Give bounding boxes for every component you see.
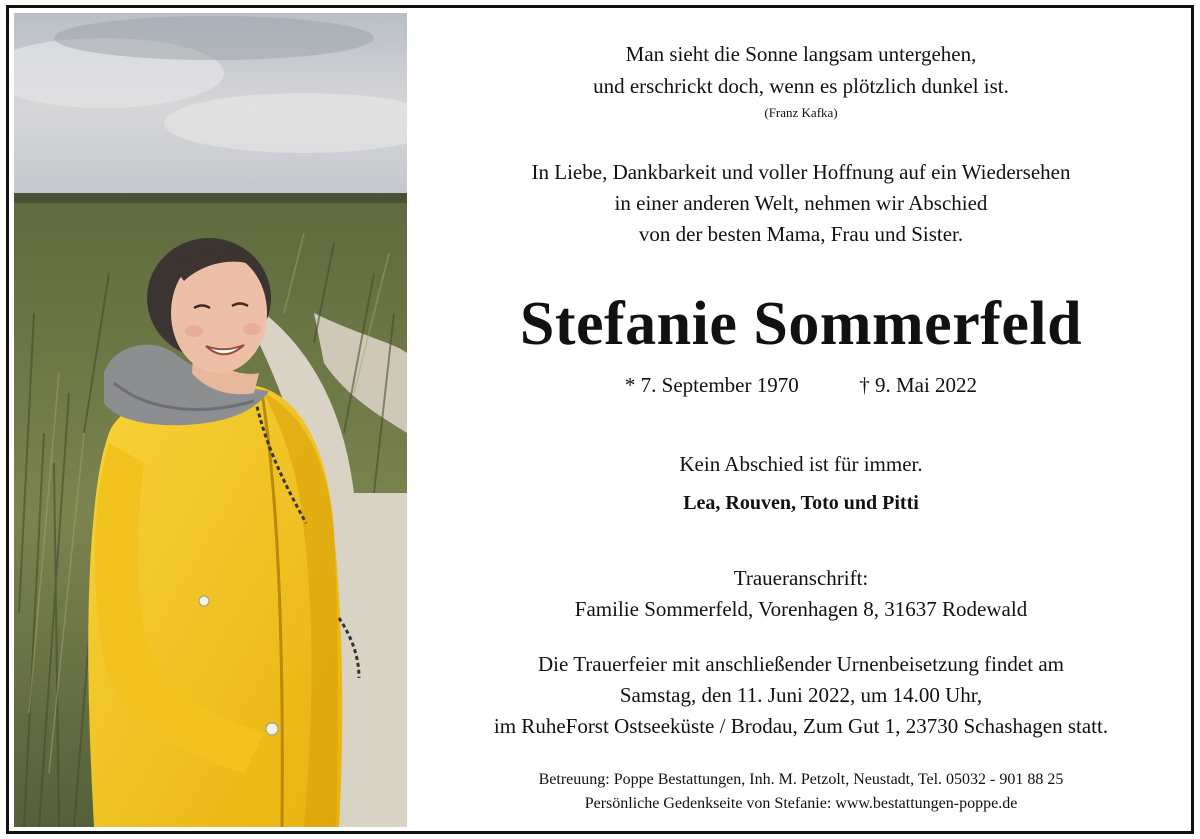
life-dates [417,373,1185,398]
farewell-line-2: in einer anderen Welt, nehmen wir Abschied [614,191,988,215]
portrait-photo [14,13,407,827]
deceased-name: Stefanie Sommerfeld [519,290,1083,358]
obituary-frame [6,5,1194,834]
address-label: Traueranschrift: [733,566,869,590]
family-names: Lea, Rouven, Toto und Pitti [683,492,919,514]
motto: Kein Abschied ist für immer. [679,452,923,476]
ceremony-line-1: Die Trauerfeier mit anschließender Urnenbeisetzung findet am [538,652,1064,676]
footer-line-1: Betreuung: Poppe Bestattungen, Inh. M. Petzolt, Neustadt, Tel. 05032 - 901 88 25 [538,771,1064,788]
footer-line-2: Persönliche Gedenkseite von Stefanie: www.bestattungen-poppe.de [584,795,1018,812]
farewell-line-1: In Liebe, Dankbarkeit und voller Hoffnung auf ein Wiedersehen [531,160,1071,184]
farewell-line-3: von der besten Mama, Frau und Sister. [638,222,964,246]
quote-line-2: und erschrickt doch, wenn es plötzlich dunkel ist. [593,74,1009,98]
birth-date: * 7. September 1970 [624,373,799,397]
ceremony-line-3: im RuheForst Ostseeküste / Brodau, Zum Gut 1, 23730 Schashagen statt. [493,714,1109,738]
ceremony-line-2: Samstag, den 11. Juni 2022, um 14.00 Uhr, [619,683,983,707]
quote-line-1: Man sieht die Sonne langsam untergehen, [625,42,977,66]
death-date: † 9. Mai 2022 [859,373,978,397]
quote-author: (Franz Kafka) [764,105,838,120]
address-value: Familie Sommerfeld, Vorenhagen 8, 31637 Rodewald [574,597,1028,621]
obituary-text [417,8,1185,831]
